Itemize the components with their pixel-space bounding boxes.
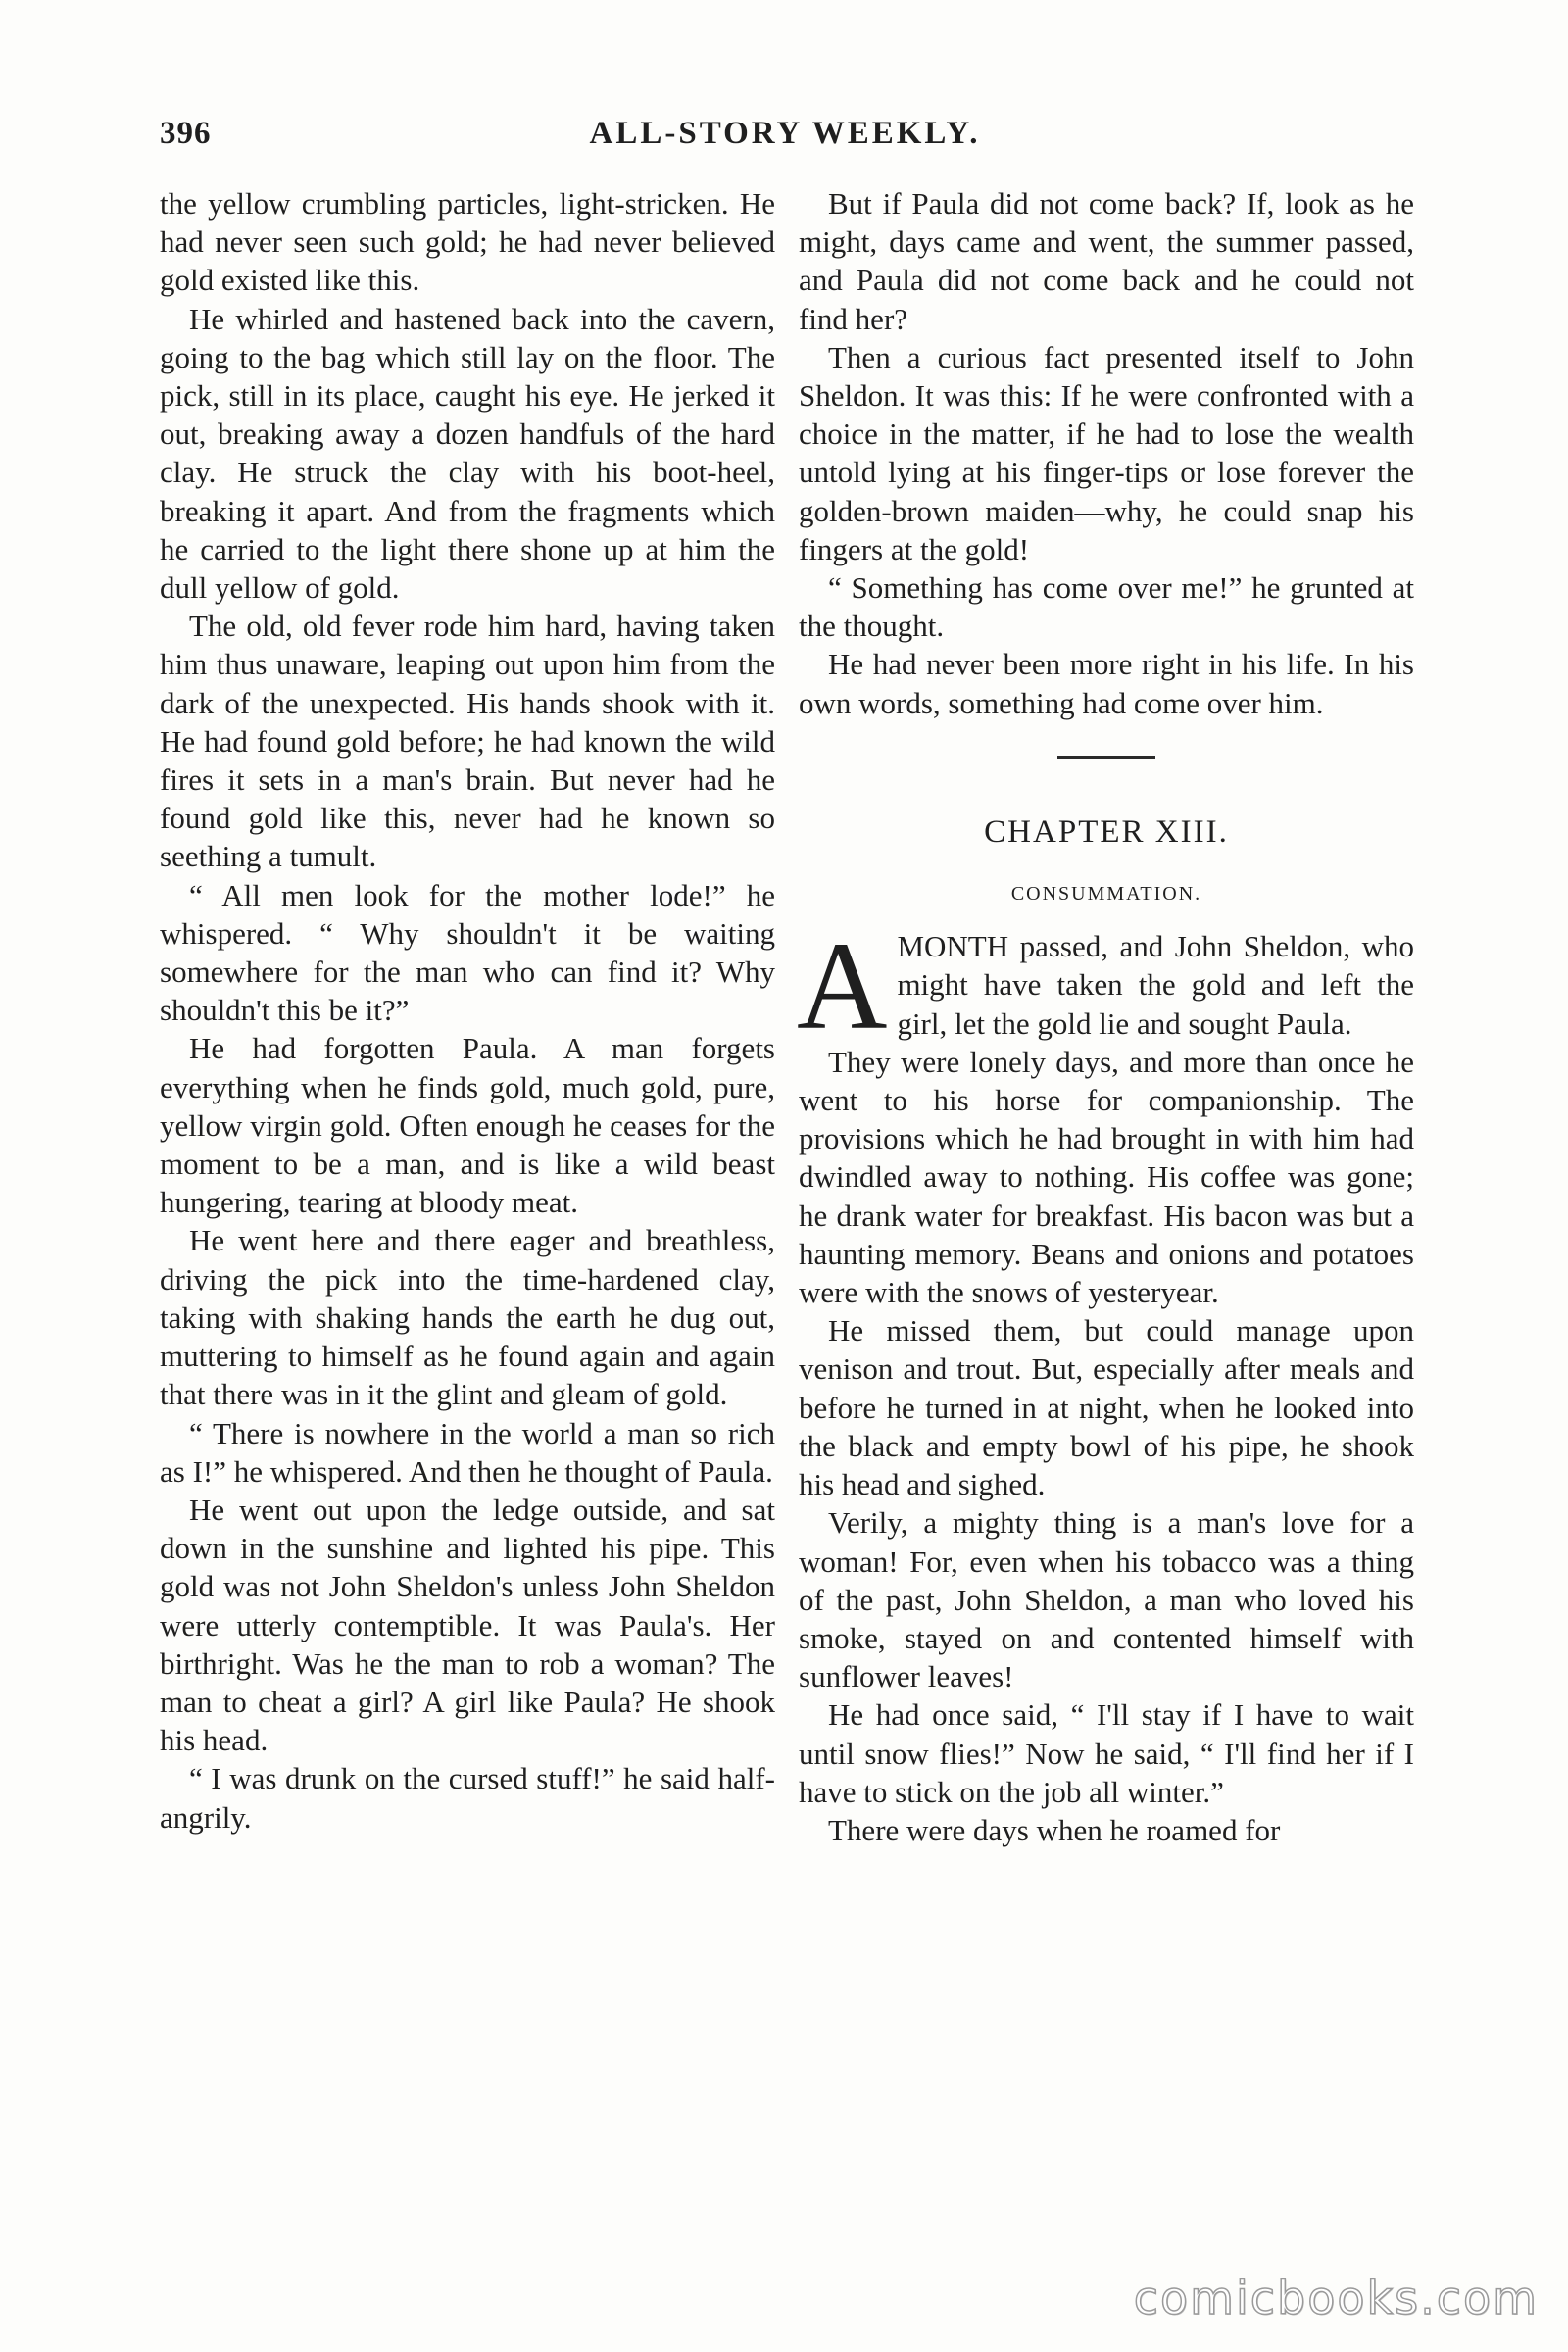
running-title: ALL-STORY WEEKLY. bbox=[589, 116, 981, 151]
paragraph: “ There is nowhere in the world a man so rich as I!” he whispered. And then he thought of Paula. bbox=[160, 1415, 775, 1489]
paragraph: He had once said, “ I'll stay if I have to wait until snow flies!” Now he said, “ I'll find her if I have to stick on the job all winter.” bbox=[799, 1697, 1414, 1809]
left-column bbox=[160, 184, 775, 1837]
paragraph: “ All men look for the mother lode!” he whispered. “ Why shouldn't it be waiting somewhere for the man who can find it? Why shouldn't this be it?” bbox=[160, 877, 775, 1028]
paragraph: Then a curious fact presented itself to John Sheldon. It was this: If he were confronted with a choice in the matter, if he had to lose the wealth untold lying at his finger-tips or lose forever the golden-brown maiden—why, he could snap his fingers at the gold! bbox=[799, 339, 1414, 566]
paragraph: He missed them, but could manage upon venison and trout. But, especially after meals and before he turned in at night, when he looked into the black and empty bowl of his pipe, he shook his head and sighed. bbox=[799, 1313, 1414, 1502]
watermark: comicbooks.com bbox=[1133, 2272, 1539, 2325]
paragraph: He whirled and hastened back into the cavern, going to the bag which still lay on the floor. The pick, still in its place, caught his eye. He jerked it out, breaking away a dozen handfuls of the hard clay. He struck the clay with his boot-heel, breaking it apart. And from the fragments which he carried to the light there shone up at him the dull yellow of gold. bbox=[160, 301, 775, 606]
opening-text: MONTH passed, and John Sheldon, who might have taken the gold and left the girl, let the gold lie and sought Paula. bbox=[897, 929, 1414, 1041]
paragraph: “ I was drunk on the cursed stuff!” he said half-angrily. bbox=[160, 1761, 775, 1835]
chapter-subtitle: CONSUMMATION. bbox=[1010, 883, 1202, 906]
drop-cap: A bbox=[797, 916, 888, 1056]
paragraph: They were lonely days, and more than once he went to his horse for companionship. The provisions which he had brought in with him had dwindled away to nothing. His coffee was gone; he drank water for breakfast. His bacon was but a haunting memory. Beans and onions and potatoes were with the snows of yesteryear. bbox=[799, 1044, 1414, 1310]
paragraph: He went here and there eager and breathless, driving the pick into the time-hardened clay, taking with shaking hands the earth he dug out, muttering to himself as he found again and again that there was in it the glint and gleam of gold. bbox=[160, 1223, 775, 1412]
page-header bbox=[160, 116, 1410, 174]
chapter-opening-paragraph bbox=[797, 916, 1414, 1056]
right-column bbox=[799, 184, 1414, 1849]
paragraph: There were days when he roamed for bbox=[828, 1812, 1281, 1847]
paragraph: “ Something has come over me!” he grunted at the thought. bbox=[799, 570, 1414, 644]
page-number: 396 bbox=[160, 116, 212, 151]
paragraph: Verily, a mighty thing is a man's love for a woman! For, even when his tobacco was a thing of the past, John Sheldon, a man who loved his smoke, stayed on and contented himself with sunflower leaves! bbox=[799, 1505, 1414, 1694]
paragraph: He had forgotten Paula. A man forgets everything when he finds gold, much gold, pure, yellow virgin gold. Often enough he ceases for the moment to be a man, and is like a wild beast hungering, tearing at bloody meat. bbox=[160, 1031, 775, 1220]
paragraph: He went out upon the ledge outside, and sat down in the sunshine and lighted his pipe. This gold was not John Sheldon's unless John Sheldon were utterly contemptible. It was Paula's. Her birthright. Was he the man to rob a woman? The man to cheat a girl? A girl like Paula? He shook his head. bbox=[160, 1492, 775, 1758]
paragraph: But if Paula did not come back? If, look as he might, days came and went, the summer passed, and Paula did not come back and he could not find her? bbox=[799, 186, 1414, 336]
chapter-title: CHAPTER XIII. bbox=[984, 813, 1229, 850]
section-divider bbox=[1057, 756, 1155, 759]
paragraph: The old, old fever rode him hard, having taken him thus unaware, leaping out upon him from the dark of the unexpected. His hands shook with it. He had found gold before; he had known the wild fires it sets in a man's brain. But never had he found gold like this, never had he known so seething a tumult. bbox=[160, 609, 775, 874]
paragraph: the yellow crumbling particles, light-stricken. He had never seen such gold; he had never believed gold existed like this. bbox=[160, 186, 775, 298]
paragraph: He had never been more right in his life. In his own words, something had come over him. bbox=[799, 647, 1414, 720]
